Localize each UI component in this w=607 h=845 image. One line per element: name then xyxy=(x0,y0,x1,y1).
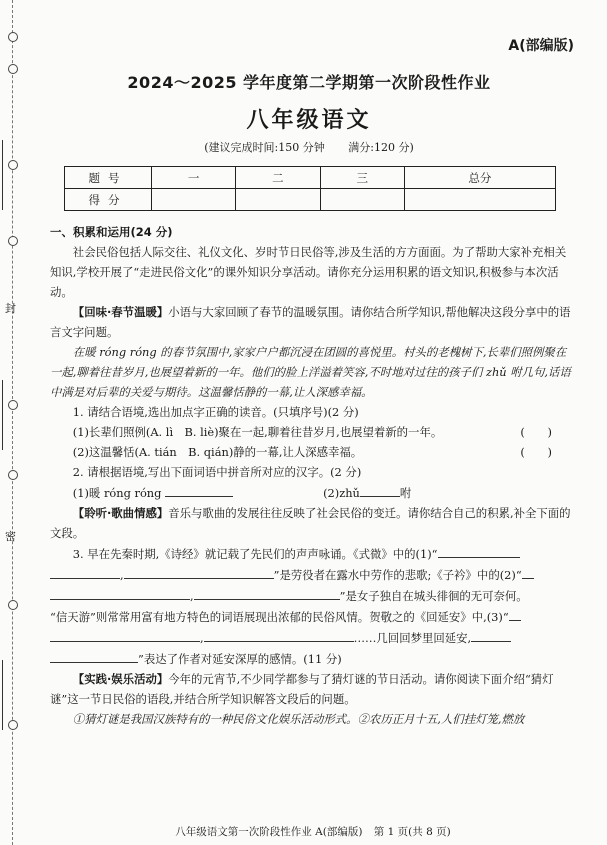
question-2-item-2: (2)zhǔ xyxy=(323,486,360,500)
question-3-mid1: ”是劳役者在露水中劳作的悲歌;《子衿》中的(2)“ xyxy=(273,568,522,582)
question-1-item-2 xyxy=(50,442,572,462)
answer-blank[interactable] xyxy=(509,606,521,621)
score-table-column: 总分 xyxy=(404,167,555,189)
term-title: 2024～2025 学年度第二学期第一次阶段性作业 xyxy=(127,73,491,92)
score-table-column: 一 xyxy=(152,167,236,189)
answer-blank[interactable] xyxy=(50,585,190,600)
section-heading: 一、积累和运用(24 分) xyxy=(50,225,173,239)
score-table xyxy=(64,166,556,211)
answer-blank[interactable] xyxy=(165,482,233,497)
answer-blank[interactable] xyxy=(360,482,400,497)
subject-title: 八年级语文 xyxy=(246,108,372,133)
activity-tag: 【回味·春节温暖】 xyxy=(72,305,169,319)
question-1-item-1 xyxy=(50,422,572,442)
score-table-row-label: 题号 xyxy=(65,167,152,189)
question-3-line: , ”是劳役者在露水中劳作的悲歌;《子衿》中的(2)“ xyxy=(50,564,572,585)
binding-mark xyxy=(2,140,7,210)
binding-char-secret: 密 xyxy=(5,530,16,543)
binding-char-seal: 封 xyxy=(5,302,16,315)
exam-time: (建议完成时间:150 分钟 xyxy=(204,141,325,154)
score-table-header-row xyxy=(65,167,556,189)
binding-hole xyxy=(8,32,18,42)
question-2-items xyxy=(50,482,572,503)
binding-hole xyxy=(8,470,18,480)
question-3-start: 3. 早在先秦时期,《诗经》就记载了先民们的声声咏诵。《式微》中的(1)“ xyxy=(72,547,438,561)
activity-part-3 xyxy=(50,669,572,709)
footer-text: 八年级语文第一次阶段性作业 A(部编版) xyxy=(175,826,363,838)
answer-blank[interactable] xyxy=(124,564,274,579)
score-table-column: 三 xyxy=(320,167,404,189)
footer-page-number: 第 1 页(共 8 页) xyxy=(373,826,451,838)
question-3-mid2: ”是女子独自在城头徘徊的无可奈何。 xyxy=(339,589,528,603)
question-3-line: , ”是女子独自在城头徘徊的无可奈何。 xyxy=(50,585,572,606)
binding-hole xyxy=(8,720,18,730)
binding-hole xyxy=(8,64,18,74)
binding-hole xyxy=(8,600,18,610)
answer-blank[interactable] xyxy=(194,585,340,600)
answer-blank[interactable] xyxy=(471,627,511,642)
question-2-item-2-tail: 咐 xyxy=(399,486,412,500)
answer-blank[interactable] xyxy=(50,648,138,663)
score-table-score-row xyxy=(65,189,556,211)
answer-blank[interactable] xyxy=(204,627,354,642)
binding-mark xyxy=(2,660,7,730)
question-1-item-2-text: (2)这温馨恬(A. tián B. qián)静的一幕,让人深感幸福。 xyxy=(72,445,363,459)
binding-margin xyxy=(0,0,30,845)
score-cell[interactable] xyxy=(152,189,236,211)
binding-hole xyxy=(8,400,18,410)
exam-score: 满分:120 分) xyxy=(348,141,414,154)
score-cell[interactable] xyxy=(404,189,555,211)
activity-tag: 【聆听·歌曲情感】 xyxy=(72,506,169,520)
activity-text: 音乐与歌曲的发展往往反映了社会民俗的变迁。请你结合自己的积累,补全下面的文段。 xyxy=(50,506,571,540)
question-3-mid4: ……几回回梦里回延安, xyxy=(353,631,472,645)
question-3-line xyxy=(50,606,572,627)
answer-blank[interactable] xyxy=(438,543,520,558)
answer-paren[interactable]: ( ) xyxy=(520,445,552,459)
binding-mark xyxy=(2,380,7,450)
page-footer xyxy=(44,824,574,839)
question-1-item-1-text: (1)长辈们照例(A. lì B. liè)聚在一起,聊着往昔岁月,也展望着新的一年。 xyxy=(72,425,443,439)
question-3-mid3: “信天游”则常常用富有地方特色的词语展现出浓郁的民俗风情。贺敬之的《回延安》中,(3)“ xyxy=(50,610,509,624)
lantern-passage: ①猜灯谜是我国汉族特有的一种民俗文化娱乐活动形式。②农历正月十五,人们挂灯笼,燃放 xyxy=(72,712,525,726)
binding-hole xyxy=(8,160,18,170)
question-3-line: , ……几回回梦里回延安, xyxy=(50,627,572,648)
activity-text: 今年的元宵节,不少同学都参与了猜灯谜的节日活动。请你阅读下面介绍“猜灯谜”这一节日民俗的语段,并结合所学知识解答文段后的问题。 xyxy=(50,672,554,706)
question-3-line xyxy=(50,648,572,669)
section-intro: 社会民俗包括人际交往、礼仪文化、岁时节日民俗等,涉及生活的方方面面。为了帮助大家补充相关知识,学校开展了“走进民俗文化”的课外知识分享活动。请你充分运用积累的语文知识,积极参与本次活动。 xyxy=(50,245,567,299)
question-2: 2. 请根据语境,写出下面词语中拼音所对应的汉字。(2 分) xyxy=(72,465,362,479)
answer-blank[interactable] xyxy=(522,564,534,579)
activity-text: 小语与大家回顾了春节的温暖氛围。请你结合所学知识,帮他解决这段分享中的语言文字问题。 xyxy=(50,305,571,339)
binding-hole xyxy=(8,236,18,246)
score-table-column: 二 xyxy=(236,167,320,189)
question-3-end: ”表达了作者对延安深厚的感情。(11 分) xyxy=(138,652,342,666)
score-cell[interactable] xyxy=(236,189,320,211)
score-table-row-label: 得分 xyxy=(65,189,152,211)
reading-passage: 在暖 róng róng 的春节氛围中,家家户户都沉浸在团圆的喜悦里。村头的老槐树下,长辈们照例聚在一起,聊着往昔岁月,也展望着新的一年。他们的脸上洋溢着笑容,不时地对过往的孩子们 zhǔ 咐几句,话语中满是对后辈的关爱与期待。这温馨恬静的一幕,让人深感幸福。 xyxy=(50,345,571,399)
activity-tag: 【实践·娱乐活动】 xyxy=(72,672,169,686)
activity-part-2 xyxy=(50,503,572,543)
activity-part-1 xyxy=(50,302,572,342)
exam-info xyxy=(44,139,574,155)
edition-label: A(部编版) xyxy=(508,38,574,54)
question-1: 1. 请结合语境,选出加点字正确的读音。(只填序号)(2 分) xyxy=(72,405,359,419)
score-cell[interactable] xyxy=(320,189,404,211)
question-3 xyxy=(50,543,572,564)
answer-paren[interactable]: ( ) xyxy=(520,425,552,439)
question-content xyxy=(50,222,572,729)
binding-dashed-line xyxy=(12,0,13,845)
answer-blank[interactable] xyxy=(50,627,200,642)
answer-blank[interactable] xyxy=(50,564,120,579)
question-2-item-1: (1)暖 róng róng xyxy=(72,486,162,500)
